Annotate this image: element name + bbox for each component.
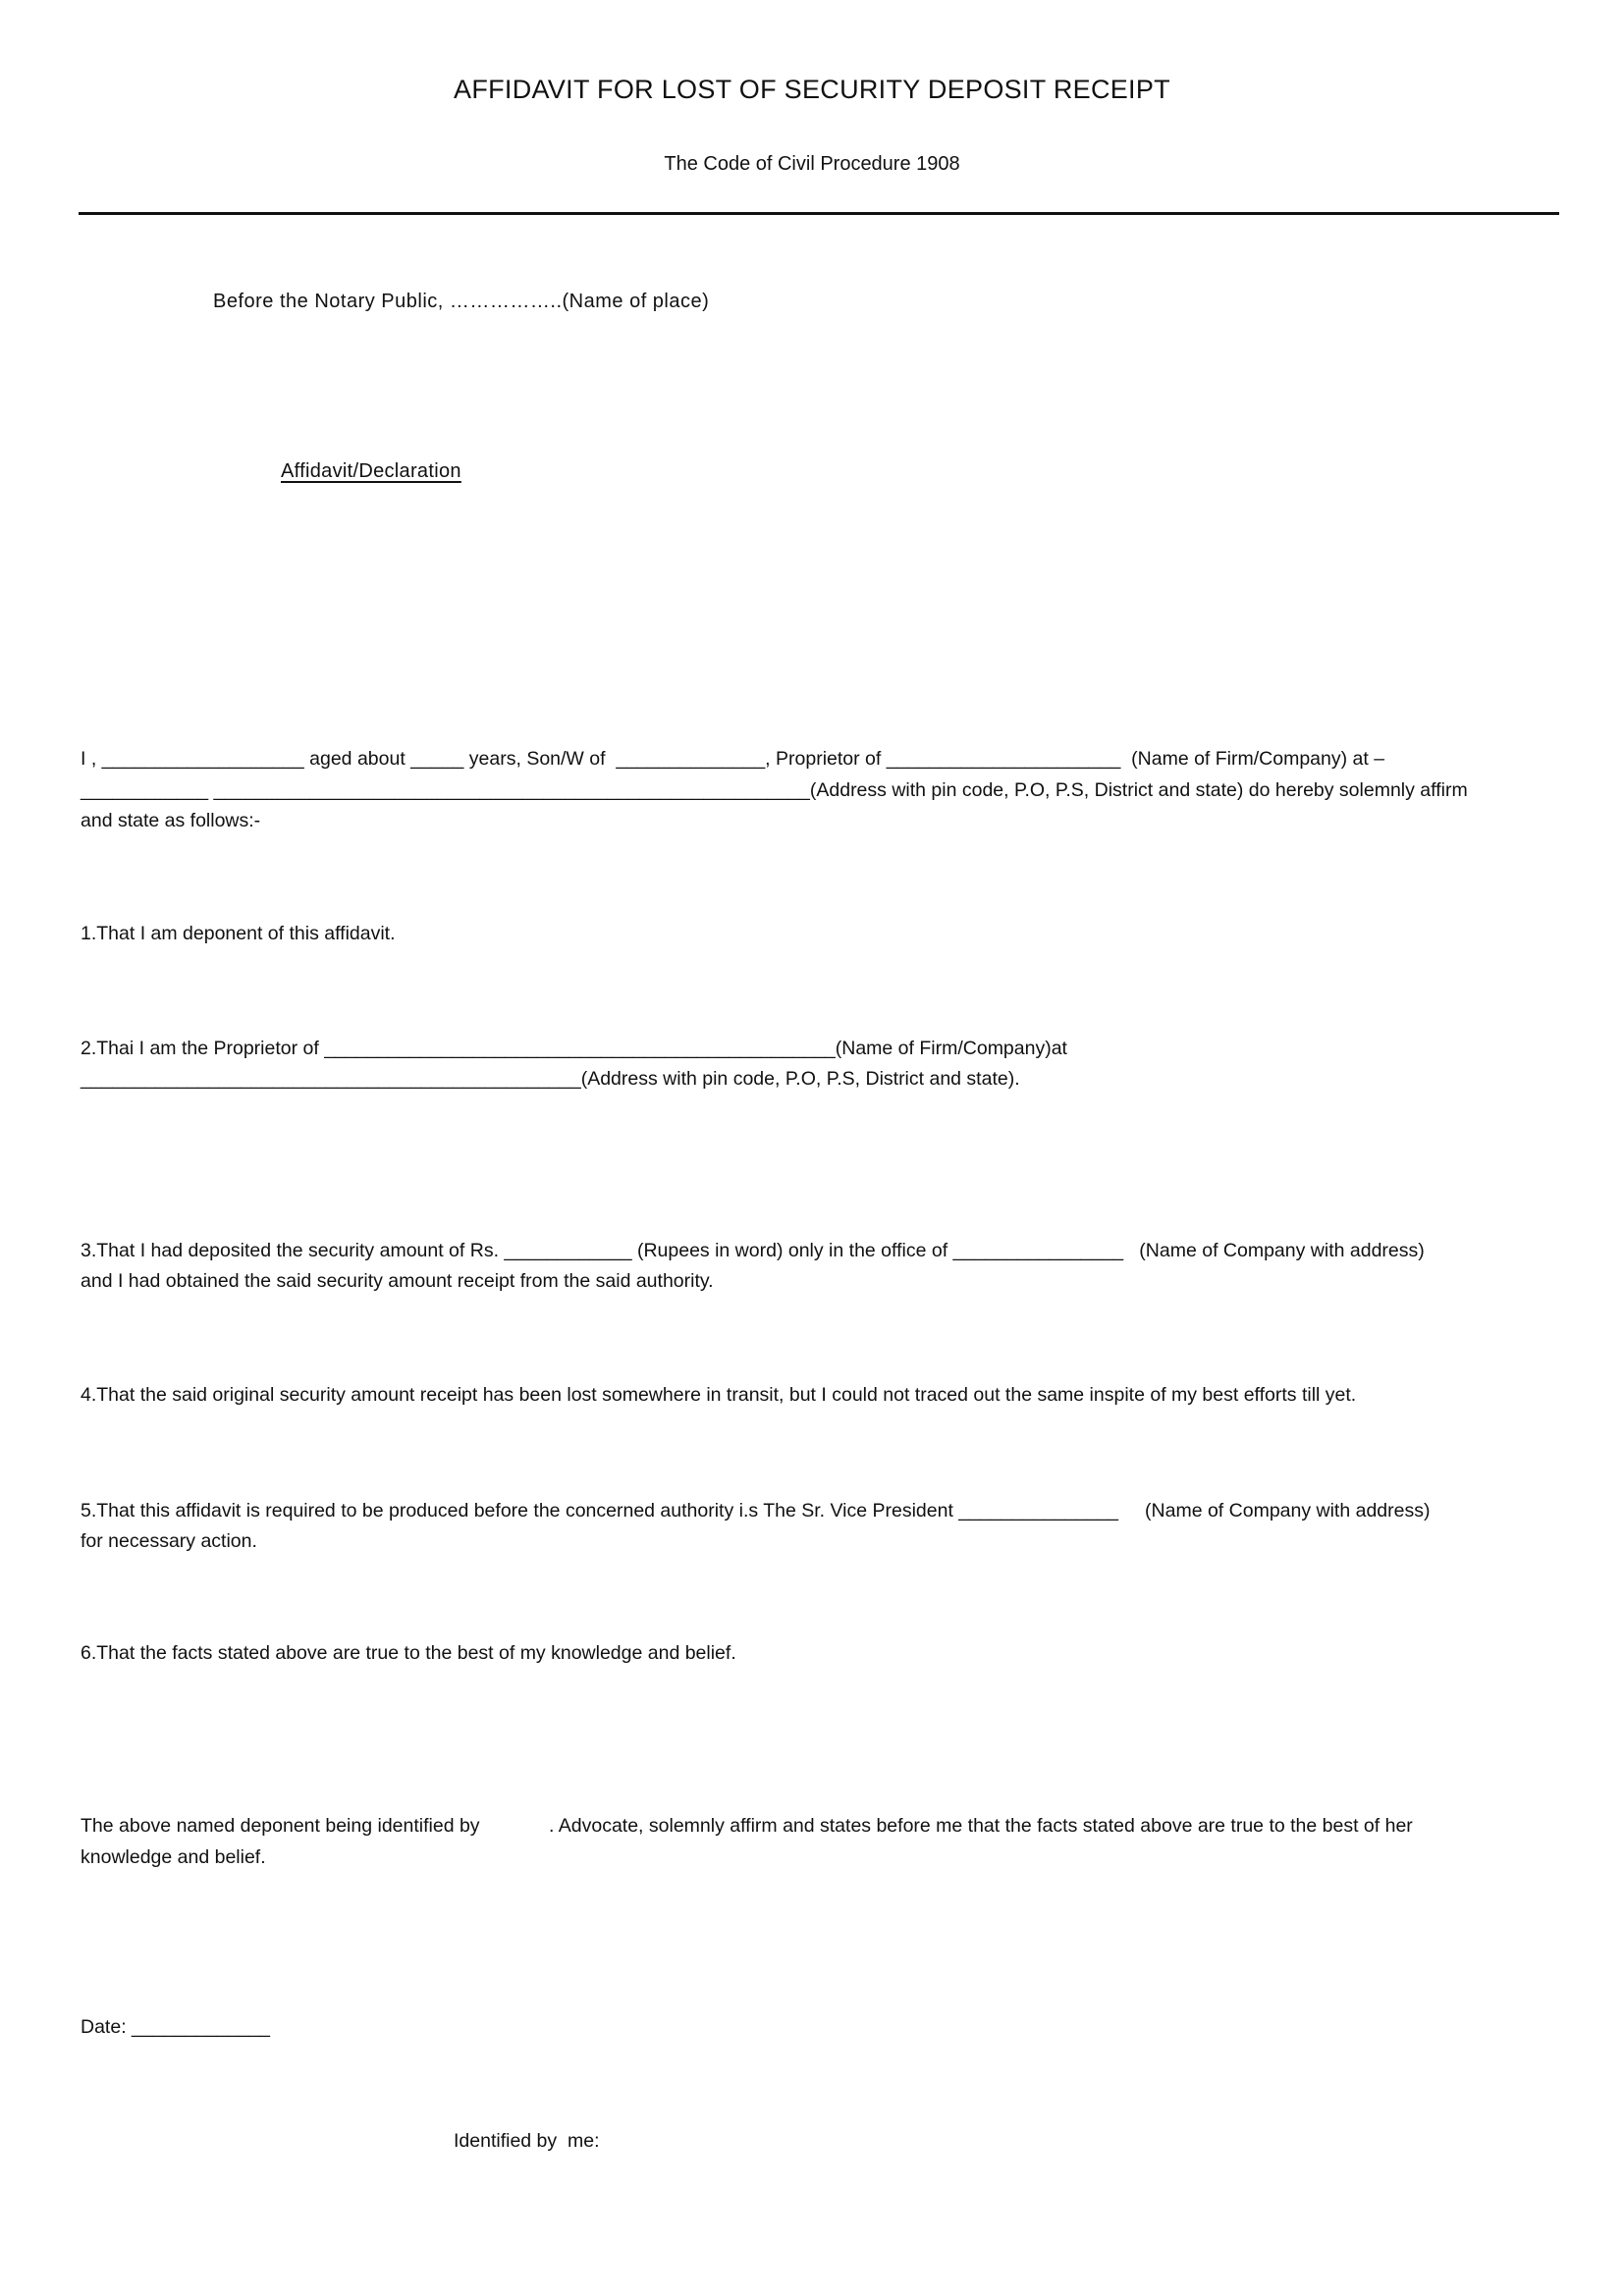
point-1: 1.That I am deponent of this affidavit. (81, 923, 396, 944)
declaration-heading: Affidavit/Declaration (281, 460, 461, 482)
document-title: AFFIDAVIT FOR LOST OF SECURITY DEPOSIT RECEIPT (454, 75, 1170, 104)
point-2-line-2: _______________________________________________(Address with pin code, P.O, P.S, District and state). (81, 1068, 1020, 1090)
point-5-line-1: 5.That this affidavit is required to be produced before the concerned authority i.s The Sr. Vice President _______________ (Name of Company with address) (81, 1500, 1431, 1522)
identified-by: Identified by me: (454, 2130, 600, 2152)
notary-line: Before the Notary Public, ……………..(Name of place) (213, 291, 710, 312)
point-3-line-2: and I had obtained the said security amount receipt from the said authority. (81, 1270, 714, 1292)
intro-line-1: I , ___________________ aged about _____ years, Son/W of ______________, Proprietor of ______________________ (Name of Firm/Company) at – (81, 748, 1385, 770)
date-field: Date: _____________ (81, 2016, 271, 2038)
point-3-line-1: 3.That I had deposited the security amount of Rs. ____________ (Rupees in word) only in the office of ________________ (Name of Company with address) (81, 1240, 1425, 1261)
header-divider (79, 212, 1559, 215)
verification-line-2: knowledge and belief. (81, 1846, 266, 1868)
intro-line-2: ____________ ________________________________________________________(Address with pin code, P.O, P.S, District and state) do hereby solemnly affirm (81, 779, 1468, 801)
intro-line-3: and state as follows:- (81, 810, 261, 831)
verification-line-1: The above named deponent being identified by . Advocate, solemnly affirm and states before me that the facts stated above are true to the best of her (81, 1815, 1413, 1837)
document-subtitle: The Code of Civil Procedure 1908 (664, 153, 960, 175)
point-2-line-1: 2.Thai I am the Proprietor of ________________________________________________(Name of Firm/Company)at (81, 1038, 1067, 1059)
point-4: 4.That the said original security amount receipt has been lost somewhere in transit, but I could not traced out the same inspite of my best efforts till yet. (81, 1384, 1357, 1406)
point-5-line-2: for necessary action. (81, 1530, 257, 1552)
point-6: 6.That the facts stated above are true to the best of my knowledge and belief. (81, 1642, 736, 1664)
